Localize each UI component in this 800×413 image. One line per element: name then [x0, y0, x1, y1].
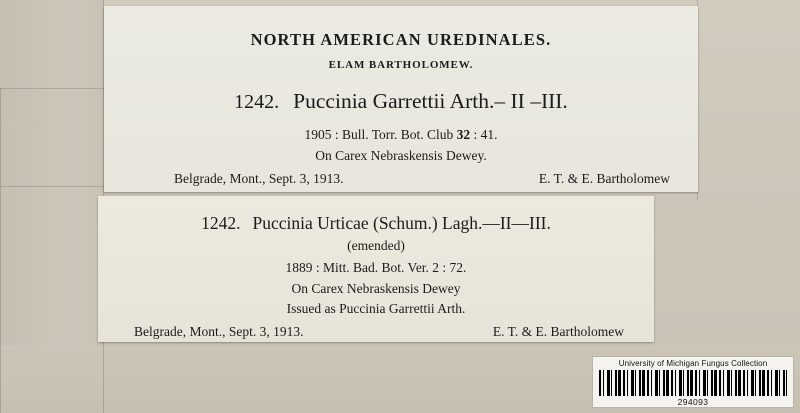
- paper-seam-vertical-left: [0, 88, 1, 413]
- label-host-plant: On Carex Nebraskensis Dewey.: [315, 148, 487, 163]
- lower-label-footer: [98, 324, 654, 344]
- label-citation-prefix: 1905 : Bull. Torr. Bot. Club: [304, 127, 457, 142]
- label-series-title: NORTH AMERICAN UREDINALES.: [250, 30, 552, 49]
- paper-seam-horizontal-top: [0, 88, 104, 89]
- barcode-institution-name: University of Michigan Fungus Collection: [618, 359, 768, 368]
- lower-label-species-name: Puccinia Urticae (Schum.) Lagh.—II—III.: [252, 213, 551, 233]
- upper-specimen-label: [104, 6, 698, 192]
- lower-label-issued-as: Issued as Puccinia Garrettii Arth.: [286, 301, 466, 316]
- lower-label-host-plant: On Carex Nebraskensis Dewey: [291, 281, 461, 296]
- label-footer: [104, 171, 698, 191]
- label-citation-suffix: : 41.: [470, 127, 498, 142]
- label-collection-number: 1242.: [234, 91, 280, 113]
- lower-label-citation: 1889 : Mitt. Bad. Bot. Ver. 2 : 72.: [285, 260, 467, 275]
- label-collector: E. T. & E. Bartholomew: [538, 171, 670, 186]
- lower-specimen-label: [98, 196, 654, 342]
- paper-seam-horizontal-middle: [0, 186, 104, 187]
- lower-label-species-line: [98, 213, 654, 234]
- barcode-icon: [599, 370, 787, 396]
- lower-label-emended-note: (emended): [347, 238, 405, 253]
- barcode-accession-number: 294093: [677, 397, 709, 407]
- label-species-name: Puccinia Garrettii Arth.– II –III.: [293, 89, 568, 113]
- barcode-label: [592, 356, 794, 408]
- label-locality-date: Belgrade, Mont., Sept. 3, 1913.: [174, 171, 344, 186]
- label-series-author: ELAM BARTHOLOMEW.: [328, 59, 474, 71]
- label-citation: [104, 127, 698, 143]
- label-species-line: [104, 89, 698, 114]
- lower-label-collection-number: 1242.: [201, 213, 241, 233]
- lower-label-locality-date: Belgrade, Mont., Sept. 3, 1913.: [134, 324, 304, 339]
- label-citation-volume: 32: [456, 127, 471, 142]
- lower-label-collector: E. T. & E. Bartholomew: [492, 324, 624, 339]
